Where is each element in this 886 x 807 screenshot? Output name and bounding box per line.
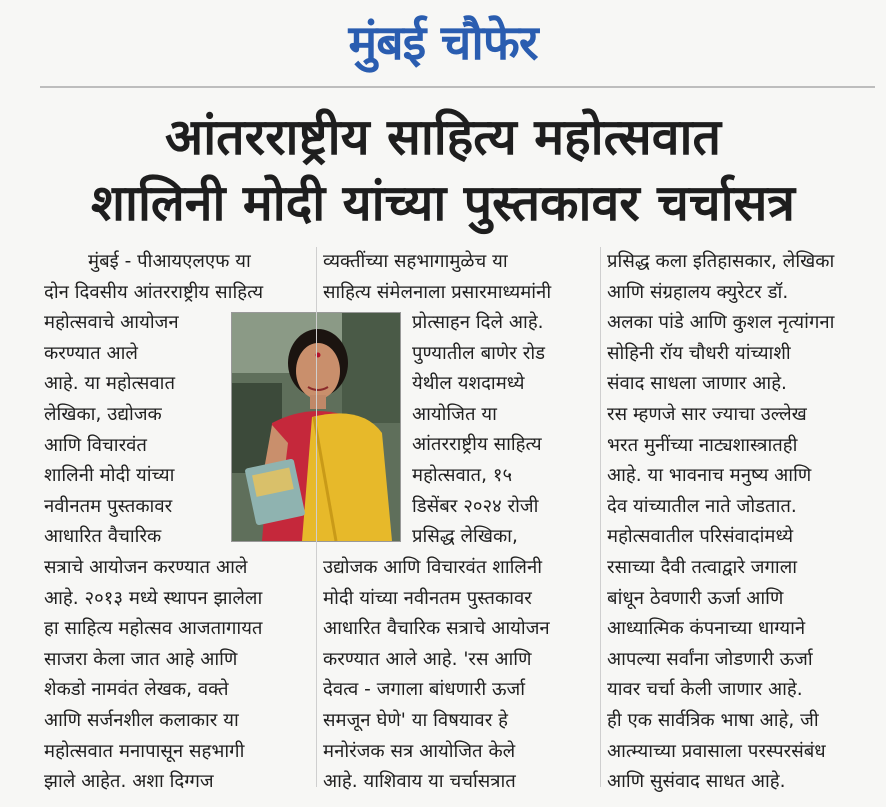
article-line: आणि विचारवंत (44, 434, 147, 456)
article-line: रस म्हणजे सार ज्याचा उल्लेख (607, 403, 807, 425)
article-line: यावर चर्चा केली जाणार आहे. (607, 679, 803, 701)
article-line: झाले आहेत. अशा दिग्गज (44, 771, 214, 793)
article-line: करण्यात आले आहे. 'रस आणि (323, 648, 532, 670)
article-line: आणि सुसंवाद साधत आहे. (607, 771, 786, 793)
article-column-2-top (323, 247, 593, 308)
article-line: मुंबई - पीआयएलएफ या (88, 251, 251, 272)
article-line: दोन दिवसीय आंतरराष्ट्रीय साहित्य (44, 281, 264, 303)
article-line: व्यक्तींच्या सहभागामुळेच या (323, 251, 508, 272)
article-line: आत्म्याच्या प्रवासाला परस्परसंबंध (607, 740, 826, 762)
article-line: आणि सर्जनशील कलाकार या (44, 709, 239, 731)
column-divider-1 (316, 247, 317, 787)
article-line: सत्राचे आयोजन करण्यात आले (44, 556, 248, 578)
article-line: येथील यशदामध्ये (412, 373, 525, 395)
article-line: महोत्सवात, १५ (412, 464, 513, 486)
article-line: बांधून ठेवणारी ऊर्जा आणि (607, 587, 784, 609)
article-line: संवाद साधला जाणार आहे. (607, 373, 787, 395)
article-line: प्रसिद्ध कला इतिहासकार, लेखिका (607, 251, 835, 272)
article-line: आधारित वैचारिक सत्राचे आयोजन (323, 618, 550, 640)
article-line: शेकडो नामवंत लेखक, वक्ते (44, 679, 229, 701)
article-line: लेखिका, उद्योजक (44, 403, 162, 425)
article-line: प्रोत्साहन दिले आहे. (412, 312, 544, 333)
masthead-rule (40, 86, 875, 88)
article-line: महोत्सवात मनापासून सहभागी (44, 740, 245, 762)
article-line: आयोजित या (412, 403, 497, 425)
article-line: हा साहित्य महोत्सव आजतागायत (44, 618, 263, 640)
article-line: आहे. या भावनाच मनुष्य आणि (607, 465, 812, 487)
article-line: महोत्सवाचे आयोजन (44, 312, 179, 334)
headline-line-1: आंतरराष्ट्रीय साहित्य महोत्सवात (165, 108, 721, 166)
article-line: आहे. २०१३ मध्ये स्थापन झालेला (44, 587, 263, 609)
article-line: सोहिनी रॉय चौधरी यांच्याशी (607, 342, 791, 364)
article-column-2-bottom (323, 553, 593, 798)
article-line: आहे. याशिवाय या चर्चासत्रात (323, 771, 516, 793)
headline-line-2: शालिनी मोदी यांच्या पुस्तकावर चर्चासत्र (91, 174, 795, 232)
article-line: मोदी यांच्या नवीनतम पुस्तकावर (323, 587, 532, 609)
article-line: आध्यात्मिक कंपनाच्या धाग्याने (607, 618, 806, 640)
article-line: आंतरराष्ट्रीय साहित्य (412, 434, 542, 456)
masthead (0, 8, 886, 78)
article-line: प्रसिद्ध लेखिका, (412, 526, 518, 548)
article-line: शालिनी मोदी यांच्या (44, 465, 175, 487)
article-line: आपल्या सर्वांना जोडणारी ऊर्जा (607, 648, 813, 670)
article-line: साहित्य संमेलनाला प्रसारमाध्यमांनी (323, 281, 552, 303)
article-line: आधारित वैचारिक (44, 526, 162, 548)
article-column-3 (607, 247, 873, 798)
article-line: देवत्व - जगाला बांधणारी ऊर्जा (323, 679, 526, 701)
article-line: नवीनतम पुस्तकावर (44, 495, 173, 517)
article-line: करण्यात आले (44, 342, 138, 364)
article-line: आणि संग्रहालय क्युरेटर डॉ. (607, 281, 789, 303)
article-line: अलका पांडे आणि कुशल नृत्यांगना (607, 312, 835, 334)
article-line: उद्योजक आणि विचारवंत शालिनी (323, 557, 543, 578)
article-line: ही एक सार्वत्रिक भाषा आहे, जी (607, 709, 819, 731)
article-line: समजून घेणे' या विषयावर हे (323, 709, 508, 731)
article-line: डिसेंबर २०२४ रोजी (412, 495, 539, 517)
article-line: मनोरंजक सत्र आयोजित केले (323, 740, 516, 762)
article-column-2-wrap (412, 308, 594, 553)
article-line: पुण्यातील बाणेर रोड (412, 342, 546, 364)
article-line: रसाच्या दैवी तत्वाद्वारे जगाला (607, 556, 798, 578)
article-line: आहे. या महोत्सवात (44, 373, 175, 395)
article-line: महोत्सवातील परिसंवादांमध्ये (607, 526, 794, 548)
article-line: साजरा केला जात आहे आणि (44, 648, 238, 670)
article-line: भरत मुनींच्या नाट्यशास्त्रातही (607, 434, 798, 456)
article-line: देव यांच्यातील नाते जोडतात. (607, 495, 797, 517)
masthead-title: मुंबई चौफेर (348, 15, 538, 71)
column-divider-2 (600, 247, 601, 787)
